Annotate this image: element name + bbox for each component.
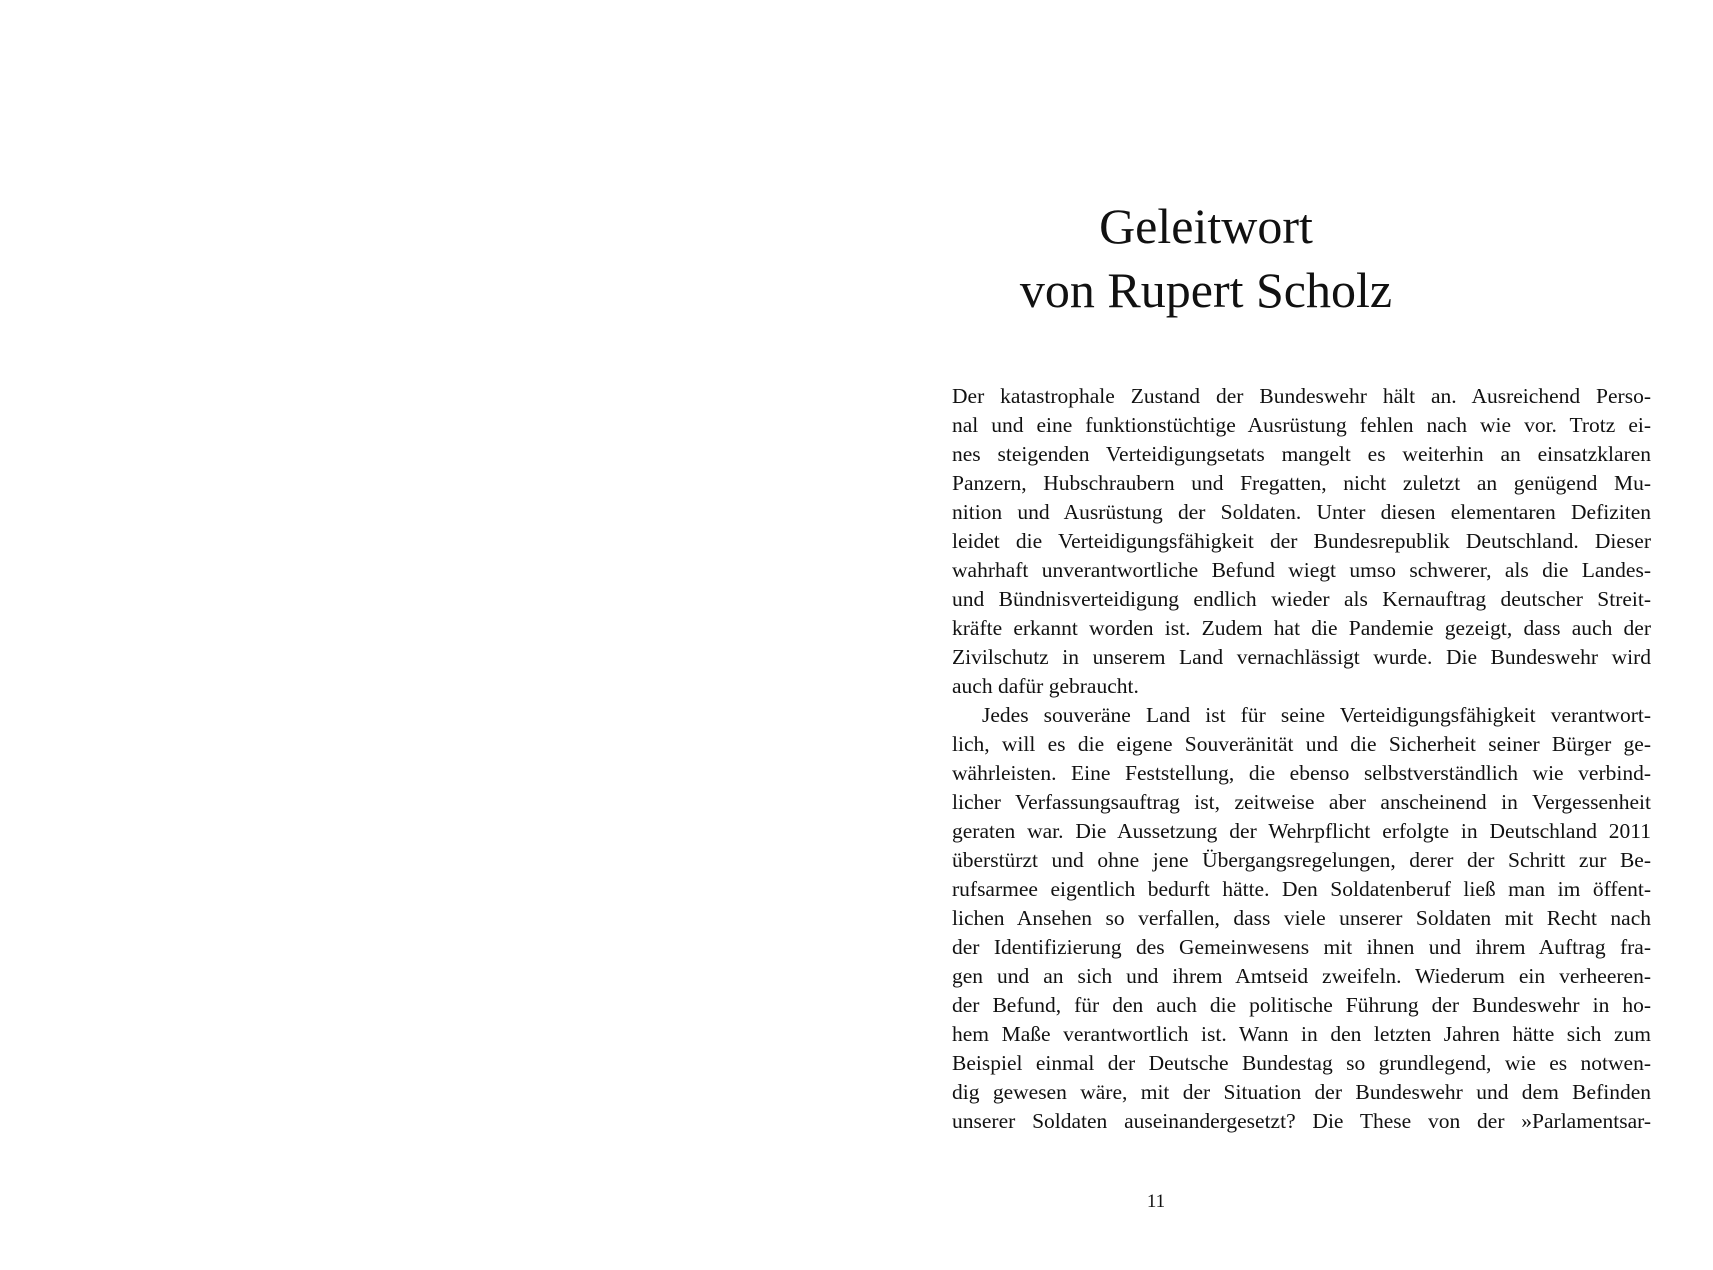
text-line: kräfte erkannt worden ist. Zudem hat die Pandemie gezeigt, dass auch der — [952, 616, 1651, 640]
text-line: lichen Ansehen so verfallen, dass viele unserer Soldaten mit Recht nach — [952, 906, 1651, 930]
page-number: 11 — [1146, 1191, 1166, 1212]
text-line: Panzern, Hubschraubern und Fregatten, nicht zuletzt an genügend Mu- — [952, 471, 1651, 495]
text-line: hem Maße verantwortlich ist. Wann in den letzten Jahren hätte sich zum — [952, 1022, 1651, 1046]
text-line: Zivilschutz in unserem Land vernachlässigt wurde. Die Bundeswehr wird — [952, 645, 1651, 669]
text-line: der Befund, für den auch die politische Führung der Bundeswehr in ho- — [952, 993, 1651, 1017]
text-line: überstürzt und ohne jene Übergangsregelungen, derer der Schritt zur Be- — [952, 848, 1651, 872]
text-line: licher Verfassungsauftrag ist, zeitweise aber anscheinend in Vergessenheit — [952, 790, 1651, 814]
text-line: dig gewesen wäre, mit der Situation der Bundeswehr und dem Befinden — [952, 1080, 1651, 1104]
text-line: nes steigenden Verteidigungsetats mangelt es weiterhin an einsatzklaren — [952, 442, 1651, 466]
text-line: und Bündnisverteidigung endlich wieder als Kernauftrag deutscher Streit- — [952, 587, 1651, 611]
chapter-title — [956, 194, 1456, 322]
text-line: Jedes souveräne Land ist für seine Verteidigungsfähigkeit verantwort- — [982, 703, 1651, 727]
text-line: unserer Soldaten auseinandergesetzt? Die These von der »Parlamentsar- — [952, 1109, 1651, 1133]
text-line: auch dafür gebraucht. — [952, 674, 1139, 698]
text-line: Beispiel einmal der Deutsche Bundestag so grundlegend, wie es notwen- — [952, 1051, 1651, 1075]
text-line: leidet die Verteidigungsfähigkeit der Bundesrepublik Deutschland. Dieser — [952, 529, 1651, 553]
title-line-2: von Rupert Scholz — [1019, 262, 1393, 318]
text-line: währleisten. Eine Feststellung, die ebenso selbstverständlich wie verbind- — [952, 761, 1651, 785]
title-line-1: Geleitwort — [1099, 198, 1313, 254]
text-line: nition und Ausrüstung der Soldaten. Unter diesen elementaren Defiziten — [952, 500, 1651, 524]
body-text — [952, 382, 1651, 1136]
text-line: wahrhaft unverantwortliche Befund wiegt umso schwerer, als die Landes- — [952, 558, 1651, 582]
text-line: gen und an sich und ihrem Amtseid zweifeln. Wiederum ein verheeren- — [952, 964, 1651, 988]
text-line: rufsarmee eigentlich bedurft hätte. Den Soldatenberuf ließ man im öffent- — [952, 877, 1651, 901]
left-page-blank — [0, 0, 856, 1270]
right-page — [856, 0, 1713, 1270]
text-line: lich, will es die eigene Souveränität und die Sicherheit seiner Bürger ge- — [952, 732, 1651, 756]
text-line: der Identifizierung des Gemeinwesens mit ihnen und ihrem Auftrag fra- — [952, 935, 1651, 959]
text-line: Der katastrophale Zustand der Bundeswehr hält an. Ausreichend Perso- — [952, 384, 1651, 408]
text-line: geraten war. Die Aussetzung der Wehrpflicht erfolgte in Deutschland 2011 — [952, 819, 1651, 843]
text-line: nal und eine funktionstüchtige Ausrüstung fehlen nach wie vor. Trotz ei- — [952, 413, 1651, 437]
